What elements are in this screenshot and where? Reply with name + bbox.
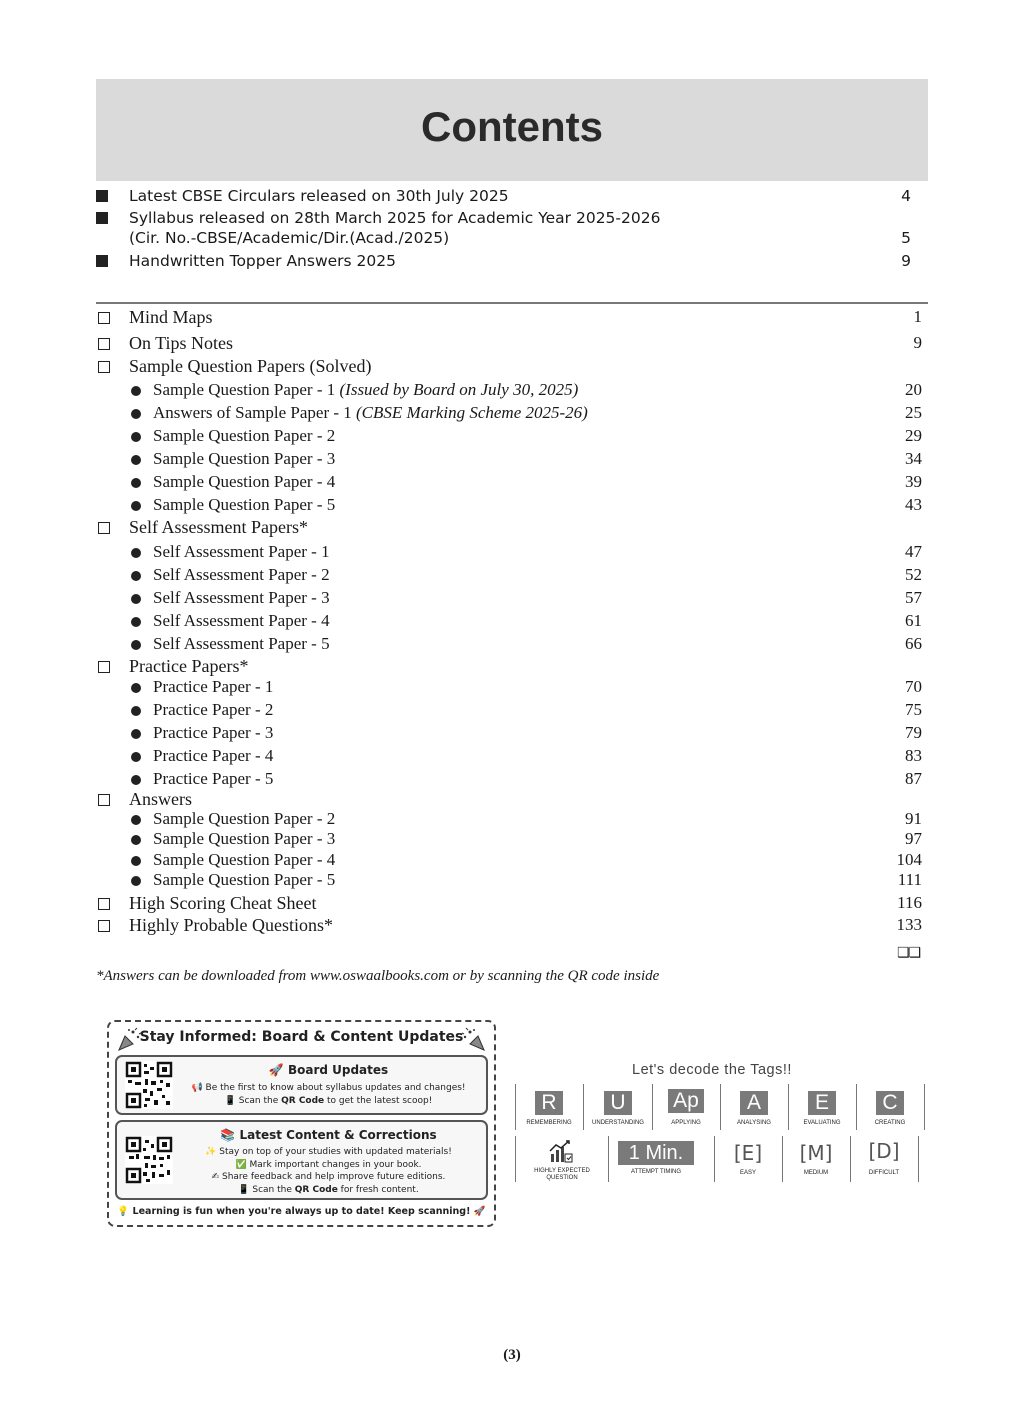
entry-label: Self Assessment Paper - 4 (153, 611, 330, 630)
dot-bullet-icon (131, 775, 141, 785)
tag-caption: EVALUATING (803, 1120, 841, 1126)
section-label: Answers (129, 789, 192, 809)
dot-bullet-icon (131, 478, 141, 488)
section-label: Self Assessment Papers* (129, 517, 308, 537)
dot-bullet-icon (131, 706, 141, 716)
phone-icon: 📱 (238, 1185, 250, 1195)
tag-code: C (876, 1091, 904, 1115)
updates-box (107, 1020, 496, 1227)
page-number: 25 (905, 403, 922, 422)
page-number: 47 (905, 542, 922, 561)
tag-medium (782, 1137, 850, 1183)
separator (608, 1136, 609, 1182)
dot-bullet-icon (131, 640, 141, 650)
entry-label: Mind Maps (129, 307, 213, 327)
entry-label: Practice Paper - 3 (153, 723, 274, 742)
dot-bullet-icon (131, 432, 141, 442)
tags-title: Let's decode the Tags!! (632, 1062, 792, 1078)
books-icon: 📚 (220, 1128, 236, 1142)
page-number: 20 (905, 380, 922, 399)
tag-caption: MEDIUM (803, 1170, 829, 1176)
tag-code: A (740, 1091, 768, 1115)
dot-bullet-icon (131, 815, 141, 825)
entry-label: Highly Probable Questions* (129, 915, 333, 935)
dot-bullet-icon (131, 455, 141, 465)
page-number: 104 (896, 850, 922, 869)
page-number: 133 (896, 915, 922, 934)
tag-highly-expected (528, 1137, 596, 1183)
section-label: Sample Question Papers (Solved) (129, 356, 372, 376)
dot-bullet-icon (131, 571, 141, 581)
check-mark-icon: ✅ (235, 1160, 247, 1170)
tag-code: [E] (733, 1141, 763, 1165)
tag-analysing (720, 1085, 788, 1131)
page-number: 9 (913, 333, 922, 352)
panel-title: 🚀 Board Updates (268, 1063, 389, 1077)
rocket-icon: 🚀 (268, 1063, 284, 1077)
tag-code: [M] (799, 1141, 833, 1165)
tag-caption: APPLYING (671, 1120, 701, 1126)
page-number: 34 (905, 449, 922, 468)
section-label: Practice Papers* (129, 656, 249, 676)
page-title: Contents (421, 103, 603, 150)
page-number: 61 (905, 611, 922, 630)
page-number: 52 (905, 565, 922, 584)
square-bullet-icon (96, 212, 108, 224)
page-number: 70 (905, 677, 922, 696)
tag-caption: DIFFICULT (868, 1170, 900, 1176)
dot-bullet-icon (131, 876, 141, 886)
panel-line: ✅ Mark important changes in your book. (235, 1160, 422, 1170)
tag-code: E (808, 1091, 836, 1115)
entry-label: Practice Paper - 4 (153, 746, 274, 765)
tag-caption: ATTEMPT TIMING (630, 1169, 681, 1175)
box-footer: 💡 Learning is fun when you're always up to date! Keep scanning! 🚀 (117, 1206, 486, 1217)
page-number: 1 (913, 307, 922, 326)
board-updates-panel (115, 1055, 488, 1115)
checkbox-bullet-icon (98, 661, 110, 673)
entry-label: Sample Question Paper - 4 (153, 850, 336, 869)
title-band (96, 79, 928, 181)
tag-caption: UNDERSTANDING (592, 1120, 644, 1126)
separator (515, 1136, 516, 1182)
item-label: (Cir. No.-CBSE/Academic/Dir.(Acad./2025) (129, 229, 450, 247)
qr-code-icon[interactable] (125, 1136, 173, 1184)
tag-code: U (604, 1091, 632, 1115)
page-number: 97 (905, 829, 922, 848)
checkbox-bullet-icon (98, 920, 110, 932)
phone-icon: 📱 (224, 1096, 236, 1106)
entry-label: On Tips Notes (129, 333, 234, 353)
tag-easy (714, 1137, 782, 1183)
dot-bullet-icon (131, 729, 141, 739)
end-of-list-icon: ❑❑ (897, 945, 921, 961)
page-number: 75 (905, 700, 922, 719)
tag-remembering (515, 1085, 583, 1131)
entry-label: Sample Question Paper - 5 (153, 870, 336, 889)
checkbox-bullet-icon (98, 522, 110, 534)
tag-applying (652, 1085, 720, 1131)
tag-code: 1 Min. (618, 1141, 694, 1165)
tag-caption: HIGHLY EXPECTED QUESTION (534, 1168, 590, 1181)
rocket-icon: 🚀 (473, 1206, 486, 1217)
checkbox-bullet-icon (98, 898, 110, 910)
dot-bullet-icon (131, 386, 141, 396)
dot-bullet-icon (131, 501, 141, 511)
page-number: 87 (905, 769, 922, 788)
tag-difficult (850, 1137, 918, 1183)
qr-code-icon[interactable] (125, 1061, 173, 1109)
divider (96, 302, 928, 304)
entry-label: Sample Question Paper - 3 (153, 829, 336, 848)
page-number: 79 (905, 723, 922, 742)
tag-code: Ap (668, 1089, 704, 1113)
latest-content-panel (115, 1120, 488, 1200)
tag-caption: REMEMBERING (526, 1120, 572, 1126)
box-title: Stay Informed: Board & Content Updates (139, 1029, 464, 1045)
checkbox-bullet-icon (98, 794, 110, 806)
page-number: 116 (897, 893, 922, 912)
dot-bullet-icon (131, 548, 141, 558)
dot-bullet-icon (131, 683, 141, 693)
page-number: 91 (905, 809, 922, 828)
entry-label: Practice Paper - 2 (153, 700, 274, 719)
tag-attempt-timing (614, 1137, 698, 1183)
page-number: 83 (905, 746, 922, 765)
entry-label: Self Assessment Paper - 1 (153, 542, 330, 561)
entry-note: (Issued by Board on July 30, 2025) (339, 380, 579, 399)
dot-bullet-icon (131, 856, 141, 866)
panel-line: 📱 Scan the QR Code to get the latest scoop! (224, 1096, 433, 1106)
entry-label: Sample Question Paper - 2 (153, 426, 336, 445)
panel-line: ✨ Stay on top of your studies with updated materials! (205, 1147, 452, 1157)
checkbox-bullet-icon (98, 338, 110, 350)
panel-line: 📱 Scan the QR Code for fresh content. (238, 1185, 419, 1195)
page-number: 5 (901, 229, 911, 247)
dot-bullet-icon (131, 409, 141, 419)
separator (918, 1136, 919, 1182)
entry-label: Sample Question Paper - 1 (Issued by Board on July 30, 2025) (153, 380, 579, 399)
tag-caption: ANALYSING (737, 1120, 771, 1126)
entry-label: Practice Paper - 1 (153, 677, 274, 696)
lightbulb-icon: 💡 (117, 1206, 130, 1217)
chart-icon (548, 1139, 574, 1165)
separator (924, 1084, 925, 1130)
page-number: 57 (905, 588, 922, 607)
entry-label: Sample Question Paper - 2 (153, 809, 336, 828)
page-number: 39 (905, 472, 922, 491)
entry-label: High Scoring Cheat Sheet (129, 893, 317, 913)
pen-icon: ✍ (211, 1172, 220, 1182)
page-number: 9 (901, 252, 911, 270)
square-bullet-icon (96, 255, 108, 267)
entry-label: Sample Question Paper - 5 (153, 495, 336, 514)
panel-line: ✍ Share feedback and help improve future editions. (211, 1172, 446, 1182)
page-number: 111 (897, 870, 922, 889)
page-number-footer: (3) (503, 1347, 521, 1363)
footnote: *Answers can be downloaded from www.oswaalbooks.com or by scanning the QR code inside (96, 968, 660, 984)
entry-note: (CBSE Marking Scheme 2025-26) (356, 403, 588, 422)
checkbox-bullet-icon (98, 361, 110, 373)
dot-bullet-icon (131, 617, 141, 627)
panel-title: 📚 Latest Content & Corrections (220, 1128, 437, 1142)
tag-creating (856, 1085, 924, 1131)
entry-label: Self Assessment Paper - 5 (153, 634, 330, 653)
entry-label: Sample Question Paper - 3 (153, 449, 336, 468)
dot-bullet-icon (131, 594, 141, 604)
panel-line: 📢 Be the first to know about syllabus updates and changes! (191, 1083, 466, 1093)
checkbox-bullet-icon (98, 312, 110, 324)
item-label: Latest CBSE Circulars released on 30th July 2025 (129, 187, 509, 205)
item-label: Syllabus released on 28th March 2025 for Academic Year 2025-2026 (129, 209, 661, 227)
dot-bullet-icon (131, 752, 141, 762)
megaphone-icon: 📢 (191, 1083, 203, 1093)
tag-understanding (584, 1085, 652, 1131)
entry-label: Self Assessment Paper - 2 (153, 565, 330, 584)
tag-code: R (535, 1091, 563, 1115)
square-bullet-icon (96, 190, 108, 202)
page-number: 4 (901, 187, 911, 205)
tag-evaluating (788, 1085, 856, 1131)
sparkle-icon: ✨ (205, 1147, 217, 1157)
tag-caption: EASY (739, 1170, 756, 1176)
entry-label: Self Assessment Paper - 3 (153, 588, 330, 607)
tag-caption: CREATING (874, 1120, 906, 1126)
entry-label: Sample Question Paper - 4 (153, 472, 336, 491)
page-number: 66 (905, 634, 922, 653)
page-number: 29 (905, 426, 922, 445)
entry-label: Answers of Sample Paper - 1 (CBSE Marking Scheme 2025-26) (153, 403, 588, 422)
item-label: Handwritten Topper Answers 2025 (129, 252, 396, 270)
page-number: 43 (905, 495, 922, 514)
tag-code: [D] (868, 1139, 900, 1163)
dot-bullet-icon (131, 835, 141, 845)
entry-label: Practice Paper - 5 (153, 769, 274, 788)
